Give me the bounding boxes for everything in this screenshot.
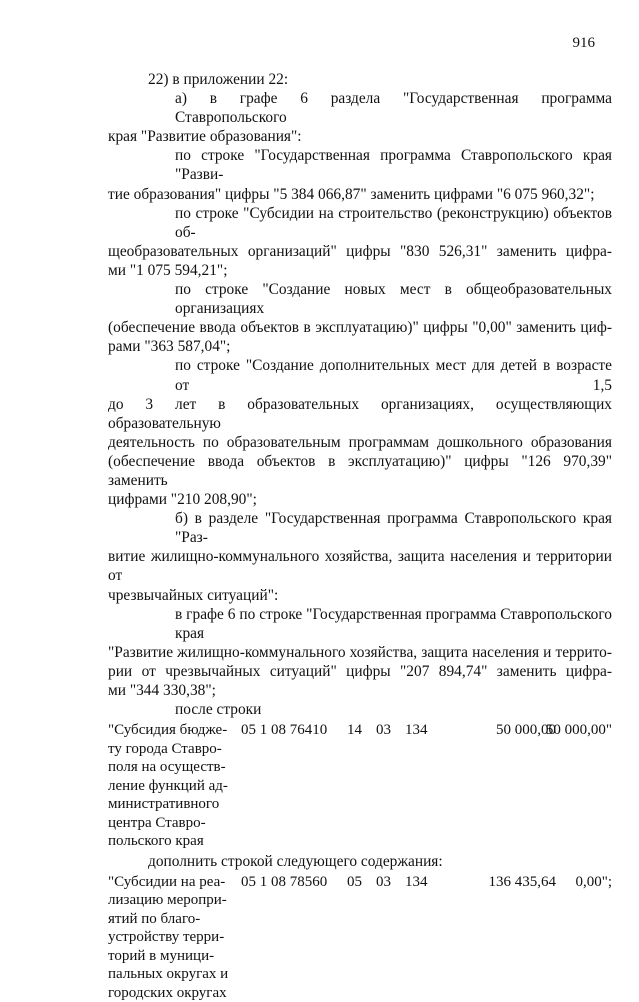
paragraph-text-line: рами "363 587,04"; [108,338,231,356]
row-value-1: 136 435,64 [488,873,556,890]
row-value-2: 50 000,00" [545,722,612,739]
row-subsection: 03 [376,873,391,890]
row-name-line: пальных округах и [108,966,229,983]
row-name-line: лизацию меропри- [108,892,227,909]
table-row [108,721,612,851]
row-name-line: ление функций ад- [108,777,228,794]
paragraph-text-line: деятельность по образовательным программам дошкольного образования [108,433,612,451]
row-expense-type: 134 [405,873,428,890]
page-number: 916 [572,35,595,51]
row-name-line: устройству терри- [108,929,225,946]
paragraph-text-line: дополнить строкой следующего содержания: [148,852,443,870]
paragraph-text-line: (обеспечение ввода объектов в эксплуатацию)" цифры "126 970,39" заменить [108,452,612,489]
paragraph-text-line: а) в графе 6 раздела "Государственная программа Ставропольского [175,90,612,127]
paragraph-heading: 22) в приложении 22: [148,71,289,88]
row-name [108,721,230,851]
paragraph-text-line: до 3 лет в образовательных организациях, осуществляющих образовательную [108,395,612,432]
paragraph-text-line: "Развитие жилищно-коммунального хозяйства, защита населения и террито- [108,643,612,661]
row-name [108,873,230,1002]
paragraph-text-line: в графе 6 по строке "Государственная программа Ставропольского края [175,605,612,642]
row-name-line: ятий по благо- [108,910,201,927]
row-name-line: городских округах [108,984,227,1001]
paragraph-text-line: по строке "Государственная программа Ставропольского края "Разви- [175,147,612,184]
row-code: 05 1 08 76410 [241,722,328,739]
paragraph-text-line: тие образования" цифры "5 384 066,87" заменить цифрами "6 075 960,32"; [108,185,595,203]
row-name-line: "Субсидии на реа- [108,873,226,890]
paragraph-text-line: чрезвычайных ситуаций": [108,586,279,604]
paragraph-text-line: цифрами "210 208,90"; [108,491,257,509]
row-value-1: 50 000,00 [496,722,556,739]
paragraph-text-line: рии от чрезвычайных ситуаций" цифры "207 894,74" заменить цифра- [108,662,612,680]
row-name-line: торий в муници- [108,947,215,964]
row-value-2: 0,00"; [575,873,612,890]
paragraph-text-line: края "Развитие образования": [108,128,302,146]
table-row [108,873,612,1002]
row-name-line: центра Ставро- [108,814,206,831]
paragraph-text-line: по строке "Субсидии на строительство (реконструкцию) объектов об- [175,204,612,241]
paragraph-text-line: по строке "Создание новых мест в общеобразовательных организациях [175,281,612,318]
row-name-line: польского края [108,833,204,850]
paragraph-text-line: по строке "Создание дополнительных мест для детей в возрасте от 1,5 [175,357,612,394]
paragraph-text-line: (обеспечение ввода объектов в эксплуатацию)" цифры "0,00" заменить циф- [108,319,612,337]
paragraph-text-line: б) в разделе "Государственная программа Ставропольского края "Раз- [175,510,612,547]
document-body [108,70,612,1002]
row-section: 05 [347,873,362,890]
row-name-line: поля на осуществ- [108,759,226,776]
row-expense-type: 134 [405,722,428,739]
row-name-line: ту города Ставро- [108,740,222,757]
row-section: 14 [347,722,362,739]
row-subsection: 03 [376,722,391,739]
paragraph-text-line: после строки [175,701,262,719]
row-name-line: министративного [108,796,220,813]
paragraph-text-line: витие жилищно-коммунального хозяйства, защита населения и территории от [108,548,612,585]
paragraph-text-line: ми "1 075 594,21"; [108,261,228,279]
row-name-line: "Субсидия бюдже- [108,722,228,739]
row-code: 05 1 08 78560 [241,873,328,890]
paragraph-text-line: щеобразовательных организаций" цифры "830 526,31" заменить цифра- [108,242,612,260]
paragraph-text-line: ми "344 330,38"; [108,682,216,699]
